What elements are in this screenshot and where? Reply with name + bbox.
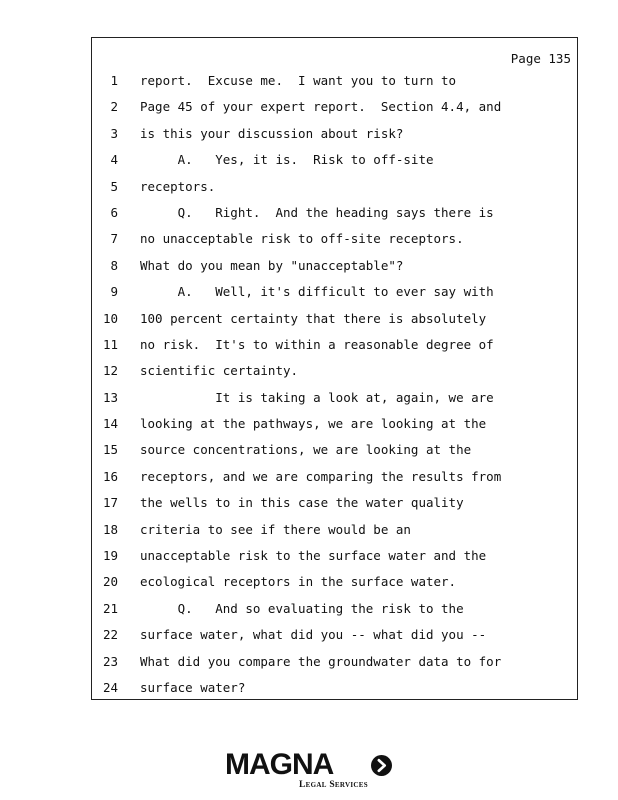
line-number: 23 xyxy=(102,653,118,669)
logo-tagline: Legal Services xyxy=(299,780,368,790)
transcript-line xyxy=(92,493,577,519)
logo-wordmark: MAGNA xyxy=(225,748,334,781)
line-text: receptors, and we are comparing the results from xyxy=(140,468,502,484)
line-text: A. Well, it's difficult to ever say with xyxy=(140,284,494,300)
line-text: no risk. It's to within a reasonable degree of xyxy=(140,336,494,352)
line-text: criteria to see if there would be an xyxy=(140,521,411,537)
transcript-line xyxy=(92,229,577,255)
transcript-line xyxy=(92,414,577,440)
line-text: What do you mean by "unacceptable"? xyxy=(140,257,404,273)
transcript-line xyxy=(92,309,577,335)
line-text: Page 45 of your expert report. Section 4.4, and xyxy=(140,99,502,115)
transcript-line xyxy=(92,678,577,704)
line-number: 11 xyxy=(102,336,118,352)
transcript-line xyxy=(92,625,577,651)
transcript-line xyxy=(92,71,577,97)
line-number: 6 xyxy=(110,204,118,220)
line-number: 7 xyxy=(110,231,118,247)
line-number: 10 xyxy=(102,310,118,326)
line-number: 22 xyxy=(102,627,118,643)
line-number: 9 xyxy=(110,284,118,300)
line-number: 4 xyxy=(110,152,118,168)
line-text: the wells to in this case the water quality xyxy=(140,495,464,511)
transcript-page xyxy=(91,37,578,700)
transcript-line xyxy=(92,652,577,678)
transcript-line xyxy=(92,203,577,229)
line-number: 3 xyxy=(110,125,118,141)
line-number: 15 xyxy=(102,442,118,458)
transcript-line xyxy=(92,388,577,414)
line-number: 24 xyxy=(102,679,118,695)
line-text: unacceptable risk to the surface water and the xyxy=(140,548,487,564)
line-number: 19 xyxy=(102,548,118,564)
line-text: A. Yes, it is. Risk to off-site xyxy=(140,152,434,168)
line-text: looking at the pathways, we are looking at the xyxy=(140,416,487,432)
line-number: 1 xyxy=(110,73,118,88)
line-number: 21 xyxy=(102,600,118,616)
line-text: report. Excuse me. I want you to turn to xyxy=(140,73,457,88)
chevron-right-circle-icon xyxy=(371,755,392,776)
line-text: source concentrations, we are looking at the xyxy=(140,442,472,458)
line-number: 20 xyxy=(102,574,118,590)
line-number: 14 xyxy=(102,416,118,432)
transcript-line xyxy=(92,599,577,625)
line-text: scientific certainty. xyxy=(140,363,299,379)
line-number: 17 xyxy=(102,495,118,511)
line-text: surface water, what did you -- what did you -- xyxy=(140,627,487,643)
transcript-line xyxy=(92,177,577,203)
line-text: 100 percent certainty that there is absolutely xyxy=(140,310,487,326)
line-number: 16 xyxy=(102,468,118,484)
line-text: is this your discussion about risk? xyxy=(140,125,404,141)
transcript-line xyxy=(92,335,577,361)
transcript-line xyxy=(92,361,577,387)
line-number: 5 xyxy=(110,178,118,194)
transcript-line xyxy=(92,282,577,308)
line-text: Q. And so evaluating the risk to the xyxy=(140,600,464,616)
line-text: Q. Right. And the heading says there is xyxy=(140,204,494,220)
transcript-lines xyxy=(92,71,577,704)
transcript-line xyxy=(92,520,577,546)
line-number: 2 xyxy=(110,99,118,115)
transcript-line xyxy=(92,97,577,123)
line-number: 18 xyxy=(102,521,118,537)
transcript-line xyxy=(92,440,577,466)
transcript-line xyxy=(92,572,577,598)
transcript-line xyxy=(92,150,577,176)
line-text: ecological receptors in the surface water. xyxy=(140,574,457,590)
line-text: no unacceptable risk to off-site receptors. xyxy=(140,231,464,247)
line-number: 12 xyxy=(102,363,118,379)
transcript-line xyxy=(92,256,577,282)
page-number: Page 135 xyxy=(510,51,571,66)
line-number: 13 xyxy=(102,389,118,405)
transcript-line xyxy=(92,546,577,572)
line-text: What did you compare the groundwater data to for xyxy=(140,653,502,669)
line-text: It is taking a look at, again, we are xyxy=(140,389,494,405)
transcript-line xyxy=(92,467,577,493)
line-text: surface water? xyxy=(140,679,246,695)
magna-logo xyxy=(225,748,400,792)
line-text: receptors. xyxy=(140,178,216,194)
transcript-line xyxy=(92,124,577,150)
line-number: 8 xyxy=(110,257,118,273)
